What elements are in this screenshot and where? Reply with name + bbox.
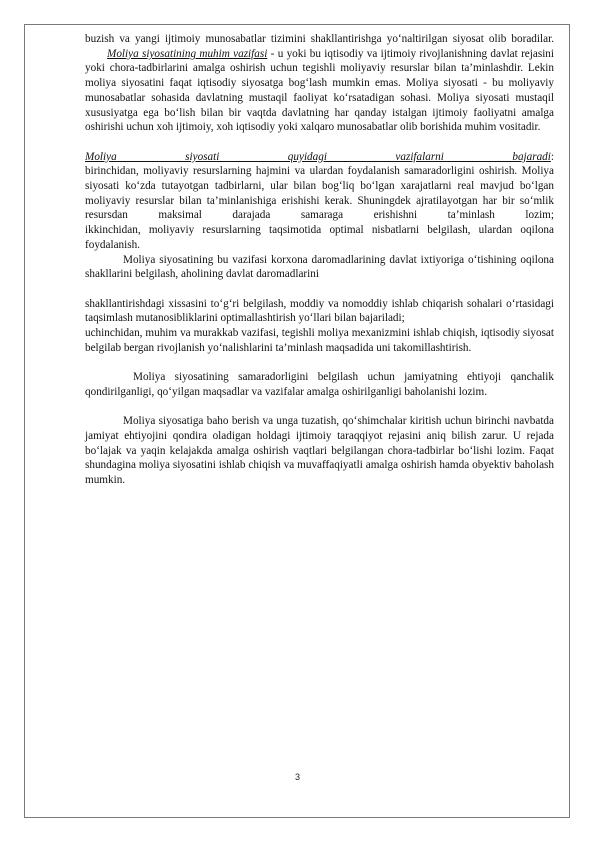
paragraph-main-task (85, 47, 554, 135)
term-tasks: Moliya siyosati quyidagi vazifalarni bajaradi (85, 150, 551, 163)
term-main-task: Moliya siyosatining muhim vazifasi (107, 47, 268, 60)
paragraph-evaluation: Moliya siyosatiga baho berish va unga tuzatish, qo‘shimchalar kiritish uchun birinchi navbatda jamiyat ehtiyojini qondira oladigan holdagi ijtimoiy taraqqiyot rejasini aniq bilish zarur. U rejada bo‘lajak va yaqin kelajakda amalga oshirish vaqtlari belgilangan chora-tadbirlar bo‘lishi lozim. Faqat shundagina moliya siyosatini ishlab chiqish va muvaffaqiyatli amalga oshirish hamda obyektiv baholash mumkin. (85, 415, 554, 487)
document-body (85, 32, 554, 488)
list-item-second: ikkinchidan, moliyaviy resurslarning taqsimotida optimal nisbatlarni belgilash, ulardan oqilona foydalanish. (85, 224, 554, 251)
list-item-first: birinchidan, moliyaviy resurslarning hajmini va ulardan foydalanish samaradorligini oshirish. Moliya siyosati ko‘zda tutayotgan tadbirlarni, ular bilan bog‘liq bo‘lgan xarajatlarni real mavjud bo‘lgan moliyaviy resurslar bilan ta’minlanishiga erishishi kerak. Shuningdek ajratilayotgan har bir so‘mlik resursdan maksimal darajada samaraga erishishni ta’minlash lozim; (85, 165, 554, 222)
list-item-third: uchinchidan, muhim va murakkab vazifasi, tegishli moliya mexanizmini ishlab chiqish, iqtisodiy siyosat belgilab bergan rivojlanish yo‘nalishlarini ta’minlash maqsadida uni takomillashtirish. (85, 327, 554, 354)
page-number: 3 (294, 772, 300, 782)
spacer (85, 282, 554, 297)
paragraph-efficiency: Moliya siyosatining samaradorligini belgilash uchun jamiyatning ehtiyoji qanchalik qondirilganligi, qo‘yilgan maqsadlar va vazifalar amalga oshirilganligi baholanishi lozim. (85, 371, 554, 398)
paragraph-intro: buzish va yangi ijtimoiy munosabatlar tizimini shakllantirishga yo‘naltirilgan siyosat olib boradilar. (85, 33, 554, 45)
spacer (85, 355, 554, 370)
spacer (85, 400, 554, 415)
paragraph-distribution: shakllantirishdagi xissasini to‘g‘ri belgilash, moddiy va nomoddiy ishlab chiqarish sohalari o‘rtasidagi taqsimlash mutanosibliklarini optimallashtirish yo‘llari bilan bajariladi; (85, 297, 554, 325)
paragraph-second-continued: Moliya siyosatining bu vazifasi korxona daromadlarining davlat ixtiyoriga o‘tishining oqilona shakllarini belgilash, aholining davlat daromadlarini (85, 253, 554, 281)
paragraph-tasks-heading (85, 150, 554, 165)
main-task-body: - u yoki bu iqtisodiy va ijtimoiy rivojlanishning davlat rejasini yoki chora-tadbirlarini amalga oshirish uchun tegishli moliyaviy resurslar bilan ta’minlashdir. Lekin moliya siyosatini faqat iqtisodiy siyosatga bog‘lash mumkin emas. Moliya siyosati - bu moliyaviy munosabatlar sohasida davlatning mustaqil faoliyat ko‘rsatadigan sohasi. Moliya siyosati mustaqil xususiyatga ega bo‘lish bilan bir vaqtda davlatning har qanday istalgan ijtimoiy faoliyatni amalga oshirishi uchun xoh ijtimoiy, xoh iqtisodiy yoki xalqaro munosabatlar olib borishida muhim vositadir. (85, 47, 554, 134)
spacer (85, 135, 554, 150)
tasks-colon: : (550, 150, 554, 163)
